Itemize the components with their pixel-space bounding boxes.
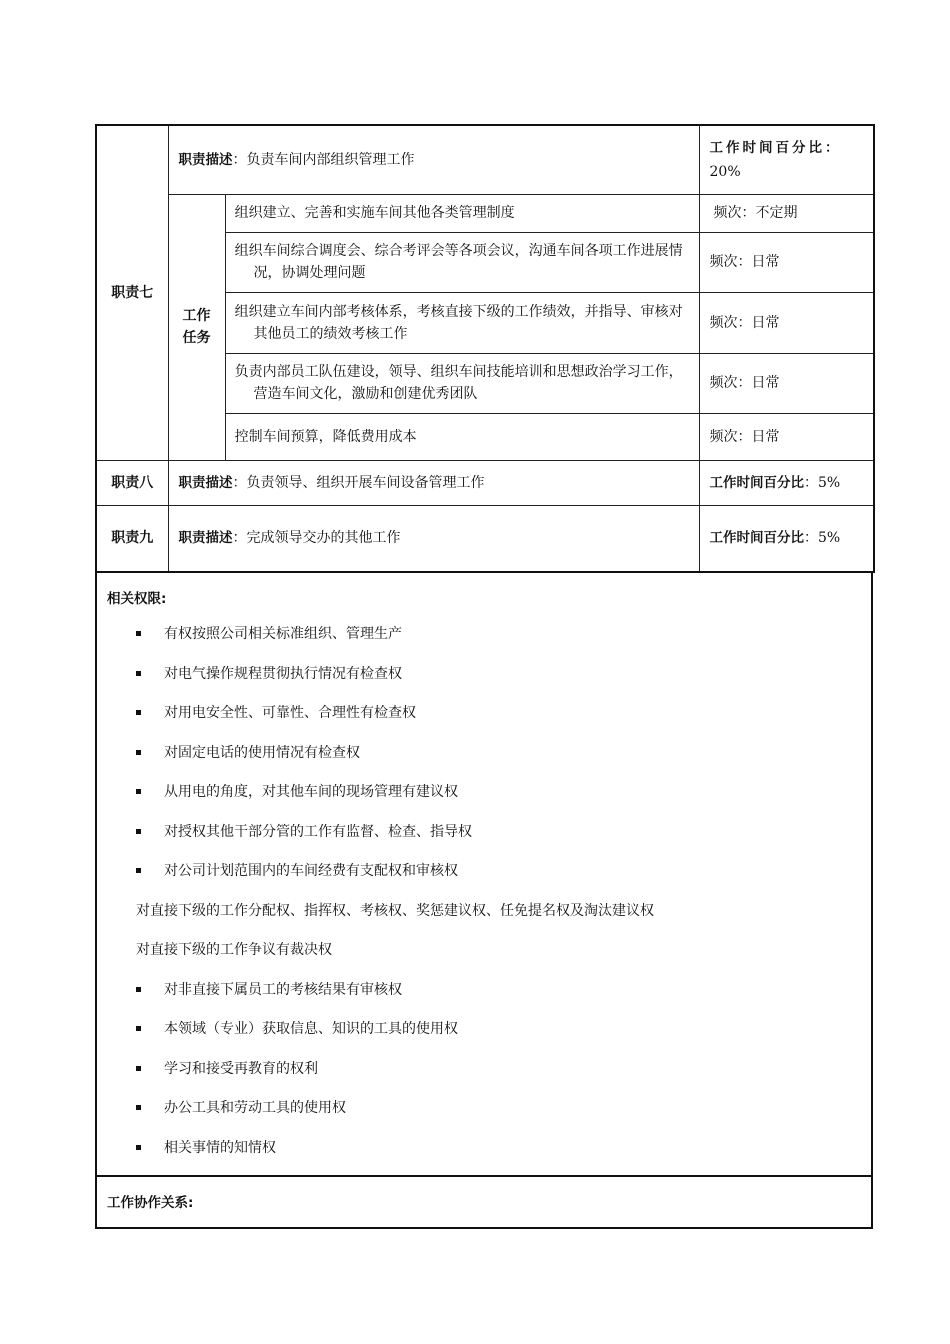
rights-section — [95, 573, 873, 1229]
rights-item: 对公司计划范围内的车间经费有支配权和审核权 — [107, 860, 861, 900]
duty9-description — [168, 505, 699, 572]
duty8-desc-text: ：负责领导、组织开展车间设备管理工作 — [232, 474, 485, 491]
rights-item: 相关事情的知情权 — [107, 1137, 861, 1167]
duty8-time — [699, 460, 874, 505]
task-frequency: 频次：不定期 — [699, 194, 874, 232]
task-frequency: 频次：日常 — [699, 232, 874, 292]
duty7-time — [699, 125, 874, 194]
duty9-time-value: ：5% — [804, 530, 841, 547]
task-item: 组织建立车间内部考核体系，考核直接下级的工作绩效，并指导、审核对其他员工的绩效考核工作 — [225, 292, 699, 353]
cooperation-title: 工作协作关系: — [97, 1175, 871, 1227]
task-frequency: 频次：日常 — [699, 353, 874, 413]
duty9-desc-label: 职责描述 — [178, 530, 233, 547]
rights-list — [107, 623, 861, 1167]
task-label — [168, 194, 225, 460]
rights-item: 对授权其他干部分管的工作有监督、检查、指导权 — [107, 821, 861, 861]
task-label-line1: 工作 — [182, 308, 211, 324]
task-frequency: 频次：日常 — [699, 413, 874, 460]
rights-item: 学习和接受再教育的权利 — [107, 1058, 861, 1098]
task-item: 负责内部员工队伍建设，领导、组织车间技能培训和思想政治学习工作，营造车间文化，激励和创建优秀团队 — [225, 353, 699, 413]
rights-item: 对直接下级的工作分配权、指挥权、考核权、奖惩建议权、任免提名权及淘汰建议权 — [136, 902, 654, 919]
duty8-desc-label: 职责描述 — [178, 474, 233, 491]
duty8-time-label: 工作时间百分比 — [709, 474, 804, 491]
rights-item: 有权按照公司相关标准组织、管理生产 — [107, 623, 861, 663]
task-item: 组织建立、完善和实施车间其他各类管理制度 — [225, 194, 699, 232]
task-item: 组织车间综合调度会、综合考评会等各项会议，沟通车间各项工作进展情况，协调处理问题 — [225, 232, 699, 292]
rights-item: 对电气操作规程贯彻执行情况有检查权 — [107, 663, 861, 703]
rights-item: 本领域（专业）获取信息、知识的工具的使用权 — [107, 1018, 861, 1058]
duty8-description — [168, 460, 699, 505]
duty8-time-value: ：5% — [804, 474, 841, 491]
rights-item: 对非直接下属员工的考核结果有审核权 — [107, 979, 861, 1019]
duty-document — [95, 124, 873, 1229]
rights-item: 对用电安全性、可靠性、合理性有检查权 — [107, 702, 861, 742]
duty7-time-value: 20% — [709, 163, 741, 180]
rights-item: 从用电的角度，对其他车间的现场管理有建议权 — [107, 781, 861, 821]
rights-title: 相关权限: — [107, 591, 167, 607]
duty7-desc-label: 职责描述 — [178, 151, 233, 168]
duty7-label: 职责七 — [96, 125, 168, 460]
task-item: 控制车间预算，降低费用成本 — [225, 413, 699, 460]
rights-item: 对固定电话的使用情况有检查权 — [107, 742, 861, 782]
duty9-desc-text: ：完成领导交办的其他工作 — [232, 530, 401, 547]
duty7-description — [168, 125, 699, 194]
duty7-time-label: 工作时间百分比： — [709, 139, 842, 156]
duty9-time — [699, 505, 874, 572]
duty7-desc-text: ：负责车间内部组织管理工作 — [232, 151, 415, 168]
rights-item: 办公工具和劳动工具的使用权 — [107, 1097, 861, 1137]
duty8-label: 职责八 — [96, 460, 168, 505]
rights-item: 对直接下级的工作争议有裁决权 — [136, 942, 332, 958]
task-label-line2: 任务 — [182, 330, 211, 346]
task-frequency: 频次：日常 — [699, 292, 874, 353]
duty9-label: 职责九 — [96, 505, 168, 572]
duty9-time-label: 工作时间百分比 — [709, 530, 804, 547]
duty-table — [95, 124, 875, 573]
